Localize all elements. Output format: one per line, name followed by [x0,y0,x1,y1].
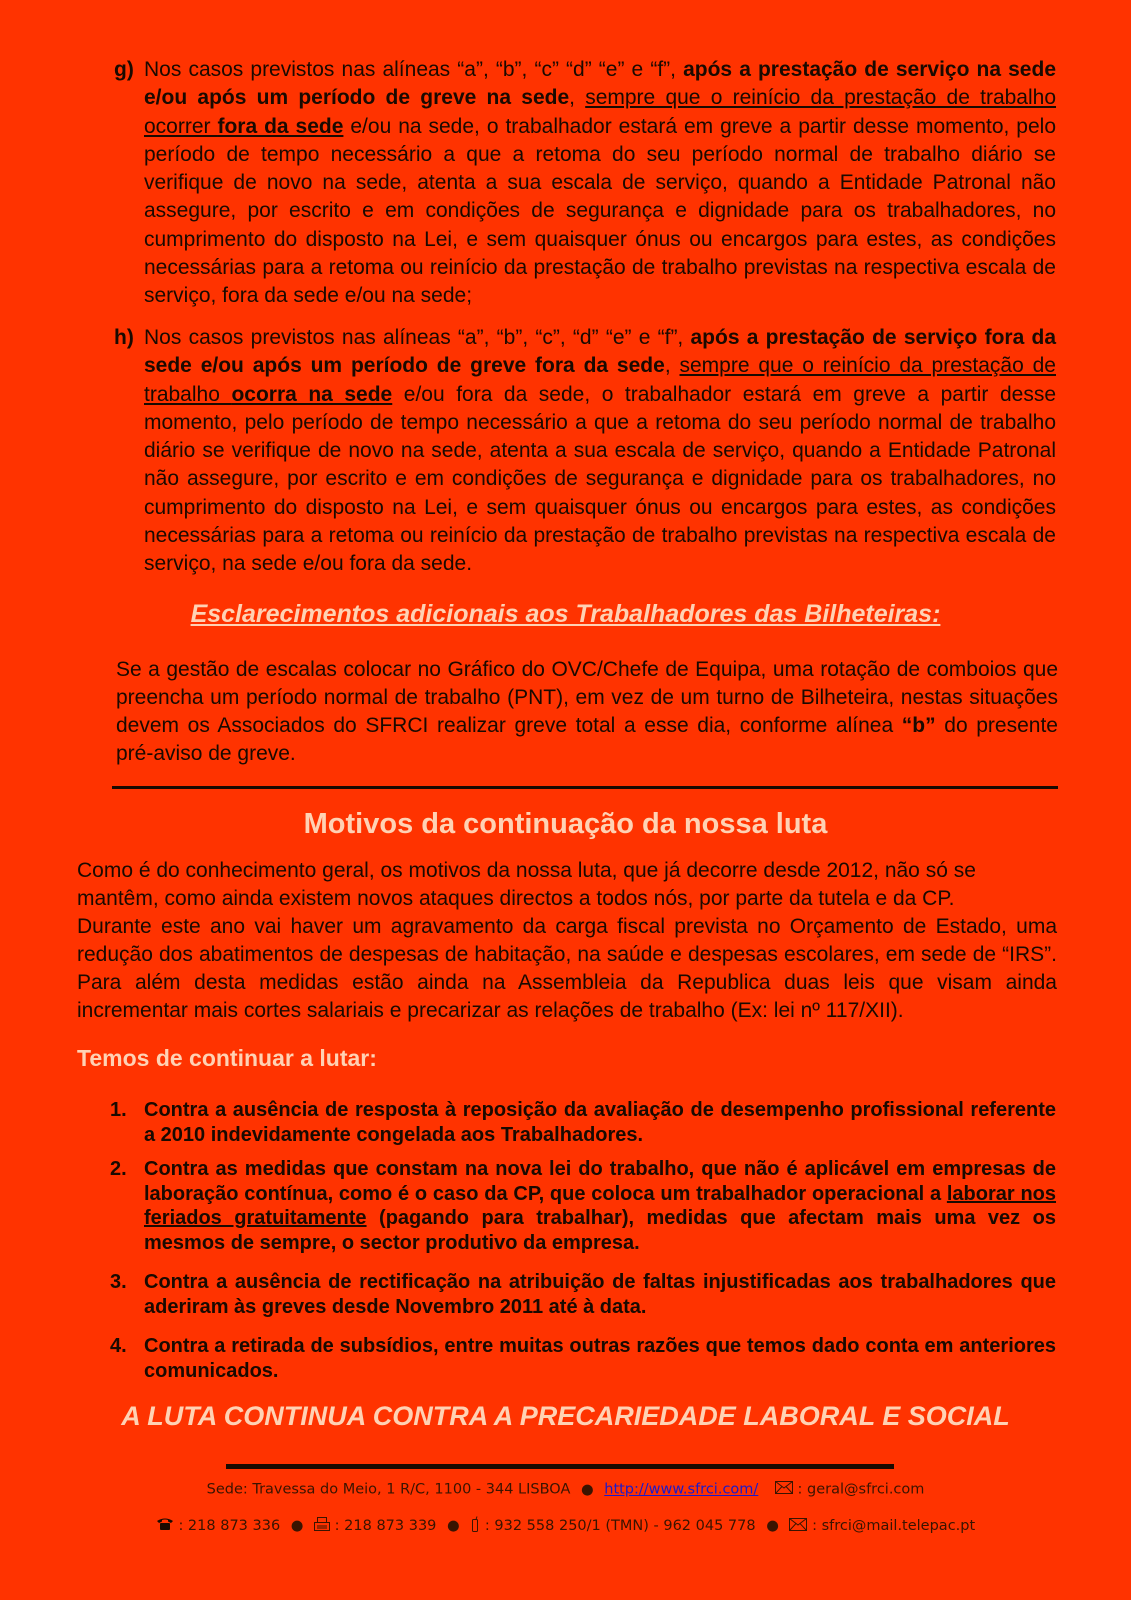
website-link[interactable]: http://www.sfrci.com/ [604,1481,759,1498]
bilheteiras-heading: Esclarecimentos adicionais aos Trabalhadores das Bilheteiras: [190,600,941,628]
bilheteiras-text: Se a gestão de escalas colocar no Gráfico do OVC/Chefe de Equipa, uma rotação de comboios que preencha um período normal de trabalho (PNT), em vez de um turno de Bilheteira, nestas situações devem os Associados do SFRCI realizar greve total a esse dia, conforme alínea “b” do presente pré-aviso de greve. [116,658,1058,765]
intro-paragraph: Como é do conhecimento geral, os motivos da nossa luta, que já decorre desde 2012, não só se mantêm, como ainda existem novos ataques directos a todos nós, por parte da tutela e da CP. [77,859,976,910]
list-item: 1. Contra a ausência de resposta à reposição da avaliação de desempenho profissional referente a 2010 indevidamente congelada aos Trabalhadores. [110,1099,1056,1146]
intro-paragraph: Durante este ano vai haver um agravamento da carga fiscal prevista no Orçamento de Estado, uma redução dos abatimentos de despesas de habitação, na saúde e despesas escolares, em sede de “IRS”. Para além desta medidas estão ainda na Assembleia da Republica duas leis que visam ainda incrementar mais cortes salariais e precarizar as relações de trabalho (Ex: lei nº 117/XII). [77,915,1057,1022]
reasons-list [110,1098,1056,1393]
mobile-number: : 932 558 250/1 (TMN) - 962 045 778 [484,1518,756,1534]
list-item: 3. Contra a ausência de rectificação na atribuição de faltas injustificadas aos trabalhadores que aderiram às greves desde Novembro 2011 até à data. [110,1271,1056,1318]
footer-line-1 [0,1481,1131,1498]
address: Sede: Travessa do Meio, 1 R/C, 1100 - 344 LISBOA [206,1481,571,1498]
email: : sfrci@mail.telepac.pt [812,1518,976,1534]
email: : geral@sfrci.com [797,1481,925,1498]
motivos-intro [77,857,1057,1025]
fax-number: : 218 873 339 [334,1518,437,1534]
fax-icon [314,1517,330,1535]
phone-number: : 218 873 336 [178,1518,281,1534]
list-item: 2. Contra as medidas que constam na nova lei do trabalho, que não é aplicável em empresas de laboração contínua, como é o caso da CP, que coloca um trabalhador operacional a laborar nos feriados gratuitamente (pagando para trabalhar), medidas que afectam mais uma vez os mesmos de sempre, o sector produtivo da empresa. [110,1158,1057,1254]
motivos-title: Motivos da continuação da nossa luta [303,808,828,840]
footer-line-2: : 218 873 336 ● : 218 873 339 ● : 932 558 250/1 (TMN) - 962 045 778 ● : sfrci@mail.telepac.pt [0,1516,1131,1536]
motto: A LUTA CONTINUA CONTRA A PRECARIEDADE LABORAL E SOCIAL [121,1401,1010,1431]
alinea-text: Nos casos previstos nas alíneas “a”, “b”, “c” “d” “e” e “f”, após a prestação de serviço na sede e/ou após um período de greve na sede, sempre que o reinício da prestação de trabalho ocorrer fora da sede e/ou na sede, o trabalhador estará em greve a partir desse momento, pelo período de tempo necessário a que a retoma do seu período normal de trabalho diário se verifique de novo na sede, atenta a sua escala de serviço, quando a Entidade Patronal não assegure, por escrito e em condições de segurança e dignidade para os trabalhadores, no cumprimento do disposto na Lei, e sem quaisquer ónus ou encargos para estes, as condições necessárias para a retoma ou reinício da prestação de trabalho previstas na respectiva escala de serviço, fora da sede e/ou na sede; [144,58,1057,308]
divider [112,786,1058,789]
alinea-letter: h) [114,326,134,349]
footer-divider [226,1464,894,1469]
envelope-icon [775,1481,793,1498]
bullet: ● [580,1481,594,1498]
alinea-h [114,324,1056,579]
alinea-text: Nos casos previstos nas alíneas “a”, “b”, “c”, “d” “e” e “f”, após a prestação de serviço fora da sede e/ou após um período de greve fora da sede, sempre que o reinício da prestação de trabalho ocorra na sede e/ou fora da sede, o trabalhador estará em greve a partir desse momento, pelo período de tempo necessário a que a retoma do seu período normal de trabalho diário se verifique de novo na sede, atenta a sua escala de serviço, quando a Entidade Patronal não assegure, por escrito e em condições de segurança e dignidade para os trabalhadores, no cumprimento do disposto na Lei, e sem quaisquer ónus ou encargos para estes, as condições necessárias para a retoma ou reinício da prestação de trabalho previstas na respectiva escala de serviço, na sede e/ou fora da sede. [144,326,1057,576]
alinea-g [114,56,1056,311]
temos-heading: Temos de continuar a lutar: [77,1045,377,1071]
list-item: 4. Contra a retirada de subsídios, entre muitas outras razões que temos dado conta em anteriores comunicados. [110,1335,1056,1382]
mobile-phone-icon [470,1516,480,1536]
phone-icon [156,1517,174,1535]
alinea-letter: g) [114,58,134,81]
envelope-icon [789,1518,807,1535]
